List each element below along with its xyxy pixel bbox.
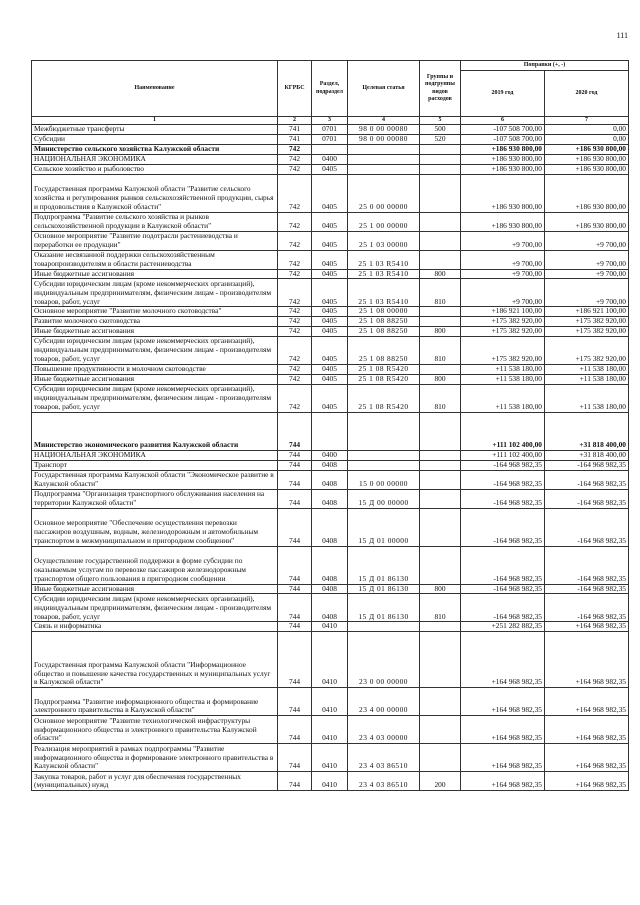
row-group [420, 250, 461, 269]
row-group: 800 [420, 584, 461, 594]
row-name: Развитие молочного скотоводства [32, 317, 278, 327]
table-row [32, 584, 629, 594]
header-year-2020: 2020 год [545, 71, 629, 117]
row-kgrbs: 742 [278, 154, 312, 164]
row-name: Осуществление государственной поддержки в форме субсидии по оказываемым услугам по перевозке пассажиров железнодорожным транспортом общего пользования в пригородном сообщении [32, 546, 278, 584]
row-article [348, 622, 420, 632]
row-name: Подпрограмма "Развитие сельского хозяйства и рынков сельскохозяйственной продукции в Калужской области" [32, 212, 278, 231]
row-amount-2020: +9 700,00 [545, 279, 629, 307]
row-kgrbs: 742 [278, 164, 312, 174]
row-kgrbs: 744 [278, 412, 312, 450]
header-article: Целевая статья [348, 61, 420, 117]
row-amount-2020: -164 968 982,35 [545, 594, 629, 622]
row-section: 0405 [312, 365, 348, 375]
row-amount-2019: +164 968 982,35 [461, 632, 545, 688]
row-amount-2019: +164 968 982,35 [461, 688, 545, 716]
row-amount-2020: +31 818 400,00 [545, 412, 629, 450]
row-group [420, 144, 461, 154]
row-amount-2019: -107 508 700,00 [461, 125, 545, 135]
row-group: 500 [420, 125, 461, 135]
row-kgrbs: 742 [278, 174, 312, 212]
row-section: 0408 [312, 489, 348, 508]
row-section: 0405 [312, 231, 348, 250]
row-amount-2019: +251 282 882,35 [461, 622, 545, 632]
row-article: 25 0 00 00000 [348, 174, 420, 212]
row-section: 0405 [312, 374, 348, 384]
row-section: 0405 [312, 212, 348, 231]
row-name: Субсидии [32, 135, 278, 145]
table-row [32, 489, 629, 508]
row-amount-2020: +186 930 800,00 [545, 144, 629, 154]
row-amount-2020: +186 930 800,00 [545, 154, 629, 164]
row-article: 25 1 00 00000 [348, 212, 420, 231]
row-name: Иные бюджетные ассигнования [32, 269, 278, 279]
row-group [420, 470, 461, 489]
row-name: Государственная программа Калужской области "Информационное общество и повышение качества государственных и муниципальных услуг в Калужской области" [32, 632, 278, 688]
row-group [420, 508, 461, 546]
row-kgrbs: 744 [278, 546, 312, 584]
row-kgrbs: 742 [278, 327, 312, 337]
column-number-row [32, 117, 629, 125]
row-amount-2019: -164 968 982,35 [461, 508, 545, 546]
row-amount-2019: -164 968 982,35 [461, 489, 545, 508]
table-row [32, 279, 629, 307]
row-article: 25 1 08 R5420 [348, 374, 420, 384]
row-amount-2019: +175 382 920,00 [461, 327, 545, 337]
row-article: 23 4 03 86510 [348, 772, 420, 791]
row-amount-2019: -164 968 982,35 [461, 460, 545, 470]
row-name: Подпрограмма "Развитие информационного общества и формирование электронного правительства в Калужской области" [32, 688, 278, 716]
row-kgrbs: 742 [278, 337, 312, 365]
table-row [32, 374, 629, 384]
row-group [420, 365, 461, 375]
row-name: Сельское хозяйство и рыболовство [32, 164, 278, 174]
table-row [32, 212, 629, 231]
column-number: 7 [545, 117, 629, 125]
row-kgrbs: 742 [278, 231, 312, 250]
row-amount-2020: +186 930 800,00 [545, 212, 629, 231]
table-row [32, 772, 629, 791]
row-section: 0410 [312, 622, 348, 632]
row-section: 0405 [312, 337, 348, 365]
row-section: 0405 [312, 327, 348, 337]
row-kgrbs: 742 [278, 279, 312, 307]
row-amount-2019: +186 921 100,00 [461, 307, 545, 317]
row-amount-2020: +164 968 982,35 [545, 688, 629, 716]
table-row [32, 135, 629, 145]
header-section: Раздел, подраздел [312, 61, 348, 117]
table-row [32, 337, 629, 365]
row-group: 810 [420, 279, 461, 307]
table-row [32, 174, 629, 212]
header-year-2019: 2019 год [461, 71, 545, 117]
row-name: Субсидии юридическим лицам (кроме некоммерческих организаций), индивидуальным предпринимателям, физическим лицам - производителям товаров, работ, услуг [32, 384, 278, 412]
row-amount-2020: +186 930 800,00 [545, 164, 629, 174]
row-amount-2020: 0,00 [545, 135, 629, 145]
row-amount-2020: +11 538 180,00 [545, 384, 629, 412]
table-row [32, 384, 629, 412]
row-group [420, 307, 461, 317]
row-article: 25 1 03 R5410 [348, 250, 420, 269]
table-row [32, 250, 629, 269]
row-amount-2020: +11 538 180,00 [545, 365, 629, 375]
row-amount-2019: +186 930 800,00 [461, 154, 545, 164]
row-section: 0400 [312, 450, 348, 460]
table-body [32, 125, 629, 791]
row-amount-2020: +9 700,00 [545, 231, 629, 250]
row-amount-2019: +11 538 180,00 [461, 384, 545, 412]
row-article: 25 1 08 88250 [348, 327, 420, 337]
row-kgrbs: 742 [278, 212, 312, 231]
row-section: 0408 [312, 546, 348, 584]
row-kgrbs: 742 [278, 144, 312, 154]
row-amount-2020: +164 968 982,35 [545, 622, 629, 632]
table-row [32, 307, 629, 317]
row-article: 25 1 08 00000 [348, 307, 420, 317]
header-amendments: Поправки (+, -) [461, 61, 629, 71]
row-group [420, 450, 461, 460]
row-name: Субсидии юридическим лицам (кроме некоммерческих организаций), индивидуальным предпринимателям, физическим лицам - производителям товаров, работ, услуг [32, 594, 278, 622]
row-name: НАЦИОНАЛЬНАЯ ЭКОНОМИКА [32, 154, 278, 164]
row-article: 25 1 03 R5410 [348, 279, 420, 307]
row-article [348, 144, 420, 154]
row-name: Транспорт [32, 460, 278, 470]
row-article: 25 1 08 R5420 [348, 365, 420, 375]
table-row [32, 144, 629, 154]
row-name: Субсидии юридическим лицам (кроме некоммерческих организаций), индивидуальным предпринимателям, физическим лицам - производителям товаров, работ, услуг [32, 337, 278, 365]
row-kgrbs: 744 [278, 450, 312, 460]
table-row [32, 546, 629, 584]
row-section: 0405 [312, 174, 348, 212]
row-amount-2020: +175 382 920,00 [545, 337, 629, 365]
row-article [348, 412, 420, 450]
row-section: 0701 [312, 135, 348, 145]
row-section: 0405 [312, 307, 348, 317]
column-number: 3 [312, 117, 348, 125]
row-section: 0405 [312, 279, 348, 307]
row-name: Межбюджетные трансферты [32, 125, 278, 135]
row-section: 0400 [312, 154, 348, 164]
table-row [32, 744, 629, 772]
row-name: Государственная программа Калужской области "Экономическое развитие в Калужской области" [32, 470, 278, 489]
row-section: 0410 [312, 632, 348, 688]
row-amount-2020: -164 968 982,35 [545, 508, 629, 546]
row-group [420, 164, 461, 174]
row-section: 0408 [312, 594, 348, 622]
row-name: Основное мероприятие "Развитие подотрасли растениеводства и переработки ее продукции" [32, 231, 278, 250]
row-amount-2019: -164 968 982,35 [461, 594, 545, 622]
row-article: 25 1 03 00000 [348, 231, 420, 250]
row-amount-2019: +186 930 800,00 [461, 212, 545, 231]
row-amount-2020: +164 968 982,35 [545, 716, 629, 744]
table-row [32, 622, 629, 632]
row-section: 0405 [312, 269, 348, 279]
row-section: 0405 [312, 317, 348, 327]
row-group [420, 688, 461, 716]
table-row [32, 125, 629, 135]
row-kgrbs: 742 [278, 374, 312, 384]
table-row [32, 412, 629, 450]
row-kgrbs: 744 [278, 688, 312, 716]
row-name: Основное мероприятие "Развитие технологической инфраструктуры информационного общества и электронного правительства Калужской области" [32, 716, 278, 744]
row-article: 15 Д 00 00000 [348, 489, 420, 508]
row-group [420, 632, 461, 688]
row-amount-2019: -164 968 982,35 [461, 546, 545, 584]
row-name: Основное мероприятие "Обеспечение осуществления перевозки пассажиров воздушным, водным, железнодорожным и автомобильным транспортом в межмуниципальном и пригородном сообщении" [32, 508, 278, 546]
table-row [32, 508, 629, 546]
row-kgrbs: 742 [278, 384, 312, 412]
row-article: 98 0 00 00080 [348, 135, 420, 145]
row-section: 0408 [312, 508, 348, 546]
row-amount-2019: +186 930 800,00 [461, 144, 545, 154]
row-amount-2020: -164 968 982,35 [545, 584, 629, 594]
row-name: Иные бюджетные ассигнования [32, 374, 278, 384]
row-kgrbs: 744 [278, 716, 312, 744]
row-article: 15 Д 01 86130 [348, 546, 420, 584]
row-kgrbs: 744 [278, 460, 312, 470]
row-kgrbs: 744 [278, 470, 312, 489]
row-amount-2020: +164 968 982,35 [545, 744, 629, 772]
row-group [420, 489, 461, 508]
row-amount-2019: +11 538 180,00 [461, 365, 545, 375]
row-amount-2019: +175 382 920,00 [461, 317, 545, 327]
row-name: Реализация мероприятий в рамках подпрограммы "Развитие информационного общества и формирование электронного правительства в Калужской области" [32, 744, 278, 772]
row-section [312, 412, 348, 450]
row-section: 0405 [312, 384, 348, 412]
row-name: Иные бюджетные ассигнования [32, 584, 278, 594]
row-group [420, 460, 461, 470]
row-kgrbs: 744 [278, 594, 312, 622]
row-amount-2019: +164 968 982,35 [461, 716, 545, 744]
table-row [32, 688, 629, 716]
row-kgrbs: 742 [278, 317, 312, 327]
header-kgrbs: КГРБС [278, 61, 312, 117]
row-name: Закупка товаров, работ и услуг для обеспечения государственных (муниципальных) нужд [32, 772, 278, 791]
row-section: 0410 [312, 772, 348, 791]
row-amount-2020: +175 382 920,00 [545, 327, 629, 337]
row-amount-2019: -107 508 700,00 [461, 135, 545, 145]
row-article: 15 Д 01 86130 [348, 594, 420, 622]
row-amount-2020: +9 700,00 [545, 250, 629, 269]
row-group [420, 622, 461, 632]
row-group [420, 154, 461, 164]
row-amount-2019: +9 700,00 [461, 279, 545, 307]
row-article: 15 Д 01 86130 [348, 584, 420, 594]
row-name: Министерство сельского хозяйства Калужской области [32, 144, 278, 154]
row-amount-2019: +175 382 920,00 [461, 337, 545, 365]
row-article: 25 1 08 88250 [348, 337, 420, 365]
row-section: 0405 [312, 250, 348, 269]
row-group [420, 317, 461, 327]
row-amount-2019: +9 700,00 [461, 269, 545, 279]
row-group: 810 [420, 337, 461, 365]
row-kgrbs: 742 [278, 269, 312, 279]
row-section [312, 144, 348, 154]
row-kgrbs: 742 [278, 307, 312, 317]
row-article: 15 Д 01 00000 [348, 508, 420, 546]
table-row [32, 317, 629, 327]
row-amount-2019: +186 930 800,00 [461, 164, 545, 174]
row-amount-2020: 0,00 [545, 125, 629, 135]
column-number: 5 [420, 117, 461, 125]
row-group: 800 [420, 327, 461, 337]
row-article: 23 4 00 00000 [348, 688, 420, 716]
row-amount-2019: -164 968 982,35 [461, 470, 545, 489]
table-row [32, 450, 629, 460]
table-row [32, 632, 629, 688]
table-row [32, 460, 629, 470]
row-name: Оказание несвязанной поддержки сельскохозяйственным товаропроизводителям в области растениеводства [32, 250, 278, 269]
row-amount-2020: +164 968 982,35 [545, 632, 629, 688]
row-name: Государственная программа Калужской области "Развитие сельского хозяйства и регулирования рынков сельскохозяйственной продукции, сырья и продовольствия в Калужской области" [32, 174, 278, 212]
row-amount-2020: -164 968 982,35 [545, 546, 629, 584]
column-number: 4 [348, 117, 420, 125]
row-amount-2020: +186 921 100,00 [545, 307, 629, 317]
row-kgrbs: 742 [278, 365, 312, 375]
row-amount-2020: +175 382 920,00 [545, 317, 629, 327]
row-amount-2019: +111 102 400,00 [461, 450, 545, 460]
row-group: 800 [420, 269, 461, 279]
row-name: Связь и информатика [32, 622, 278, 632]
row-article: 25 1 08 88250 [348, 317, 420, 327]
row-amount-2020: -164 968 982,35 [545, 470, 629, 489]
row-section: 0405 [312, 164, 348, 174]
row-section: 0410 [312, 744, 348, 772]
row-article: 23 4 03 86510 [348, 744, 420, 772]
table-row [32, 154, 629, 164]
header-group: Группы и подгруппы видов расходов [420, 61, 461, 117]
column-number: 1 [32, 117, 278, 125]
row-group [420, 212, 461, 231]
row-section: 0410 [312, 688, 348, 716]
row-amount-2019: +9 700,00 [461, 231, 545, 250]
row-section: 0408 [312, 460, 348, 470]
row-kgrbs: 744 [278, 632, 312, 688]
row-article: 23 4 03 00000 [348, 716, 420, 744]
table-row [32, 716, 629, 744]
row-kgrbs: 744 [278, 584, 312, 594]
row-kgrbs: 744 [278, 622, 312, 632]
row-name: Субсидии юридическим лицам (кроме некоммерческих организаций), индивидуальным предпринимателям, физическим лицам - производителям товаров, работ, услуг [32, 279, 278, 307]
row-article [348, 460, 420, 470]
row-amount-2019: +11 538 180,00 [461, 374, 545, 384]
row-group [420, 412, 461, 450]
row-section: 0408 [312, 470, 348, 489]
row-name: НАЦИОНАЛЬНАЯ ЭКОНОМИКА [32, 450, 278, 460]
page-number: 111 [616, 31, 628, 40]
table-row [32, 470, 629, 489]
table-row [32, 269, 629, 279]
row-article [348, 154, 420, 164]
row-amount-2020: +164 968 982,35 [545, 772, 629, 791]
table-row [32, 231, 629, 250]
row-amount-2019: +9 700,00 [461, 250, 545, 269]
row-group [420, 231, 461, 250]
row-group [420, 744, 461, 772]
row-group [420, 716, 461, 744]
row-article: 98 0 00 00080 [348, 125, 420, 135]
row-amount-2020: +31 818 400,00 [545, 450, 629, 460]
row-section: 0701 [312, 125, 348, 135]
row-kgrbs: 744 [278, 489, 312, 508]
table-row [32, 594, 629, 622]
row-article [348, 164, 420, 174]
table-row [32, 365, 629, 375]
row-article: 23 0 00 00000 [348, 632, 420, 688]
row-name: Повышение продуктивности в молочном скотоводстве [32, 365, 278, 375]
row-group [420, 546, 461, 584]
row-amount-2019: +164 968 982,35 [461, 772, 545, 791]
row-amount-2019: -164 968 982,35 [461, 584, 545, 594]
row-amount-2020: -164 968 982,35 [545, 460, 629, 470]
budget-amendments-table [31, 60, 629, 791]
row-amount-2020: +186 930 800,00 [545, 174, 629, 212]
row-kgrbs: 741 [278, 135, 312, 145]
row-group [420, 174, 461, 212]
row-kgrbs: 742 [278, 250, 312, 269]
row-group: 810 [420, 594, 461, 622]
column-number: 2 [278, 117, 312, 125]
row-amount-2020: +11 538 180,00 [545, 374, 629, 384]
row-kgrbs: 744 [278, 744, 312, 772]
row-amount-2020: -164 968 982,35 [545, 489, 629, 508]
row-article: 15 0 00 00000 [348, 470, 420, 489]
row-article: 25 1 03 R5410 [348, 269, 420, 279]
row-kgrbs: 744 [278, 508, 312, 546]
row-article [348, 450, 420, 460]
row-name: Министерство экономического развития Калужской области [32, 412, 278, 450]
row-kgrbs: 744 [278, 772, 312, 791]
row-group: 200 [420, 772, 461, 791]
row-kgrbs: 741 [278, 125, 312, 135]
column-number: 6 [461, 117, 545, 125]
row-name: Иные бюджетные ассигнования [32, 327, 278, 337]
row-amount-2019: +111 102 400,00 [461, 412, 545, 450]
header-name: Наименование [32, 61, 278, 117]
row-section: 0408 [312, 584, 348, 594]
row-name: Подпрограмма "Организация транспортного обслуживания населения на территории Калужской области" [32, 489, 278, 508]
row-amount-2019: +186 930 800,00 [461, 174, 545, 212]
row-group: 520 [420, 135, 461, 145]
table-row [32, 164, 629, 174]
row-section: 0410 [312, 716, 348, 744]
row-article: 25 1 08 R5420 [348, 384, 420, 412]
table-row [32, 327, 629, 337]
row-group: 800 [420, 374, 461, 384]
row-amount-2019: +164 968 982,35 [461, 744, 545, 772]
row-name: Основное мероприятие "Развитие молочного скотоводства" [32, 307, 278, 317]
row-amount-2020: +9 700,00 [545, 269, 629, 279]
row-group: 810 [420, 384, 461, 412]
